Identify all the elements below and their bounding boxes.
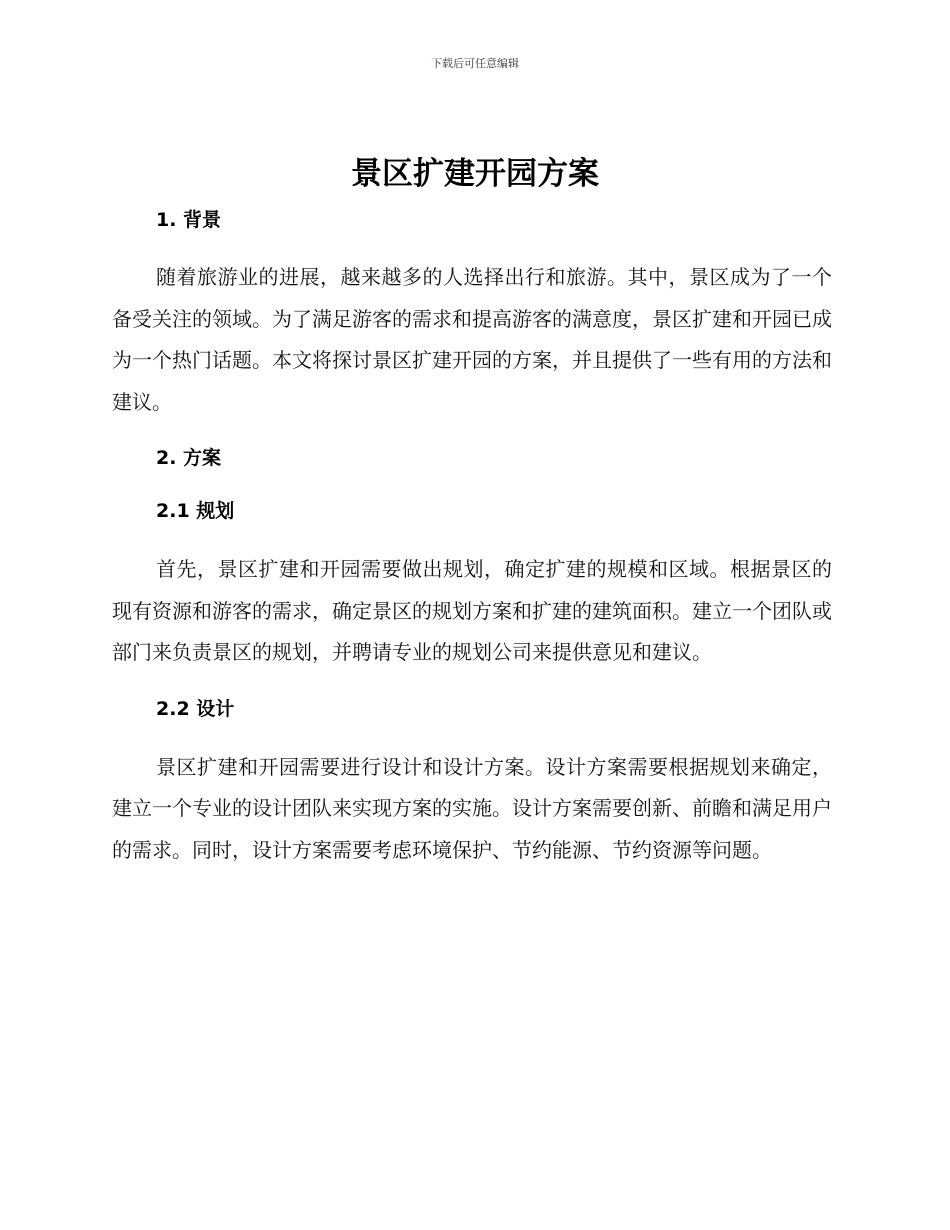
section-heading-plan: 2. 方案 [156,447,222,469]
section-heading-planning: 2.1 规划 [156,500,235,522]
paragraph-planning: 首先，景区扩建和开园需要做出规划，确定扩建的规模和区域。根据景区的现有资源和游客的需求，确定景区的规划方案和扩建的建筑面积。建立一个团队或部门来负责景区的规划，并聘请专业的规划公司来提供意见和建议。 [112,557,832,664]
document-title: 景区扩建开园方案 [351,156,599,192]
paragraph-background: 随着旅游业的进展，越来越多的人选择出行和旅游。其中，景区成为了一个备受关注的领域。为了满足游客的需求和提高游客的满意度，景区扩建和开园已成为一个热门话题。本文将探讨景区扩建开园的方案，并且提供了一些有用的方法和建议。 [112,265,832,414]
section-heading-design: 2.2 设计 [156,697,235,720]
header-note: 下载后可任意编辑 [431,57,519,70]
section-heading-background: 1. 背景 [156,209,222,231]
paragraph-design: 景区扩建和开园需要进行设计和设计方案。设计方案需要根据规划来确定，建立一个专业的设计团队来实现方案的实施。设计方案需要创新、前瞻和满足用户的需求。同时，设计方案需要考虑环境保护、节约能源、节约资源等问题。 [112,754,832,862]
document-body [112,205,832,871]
